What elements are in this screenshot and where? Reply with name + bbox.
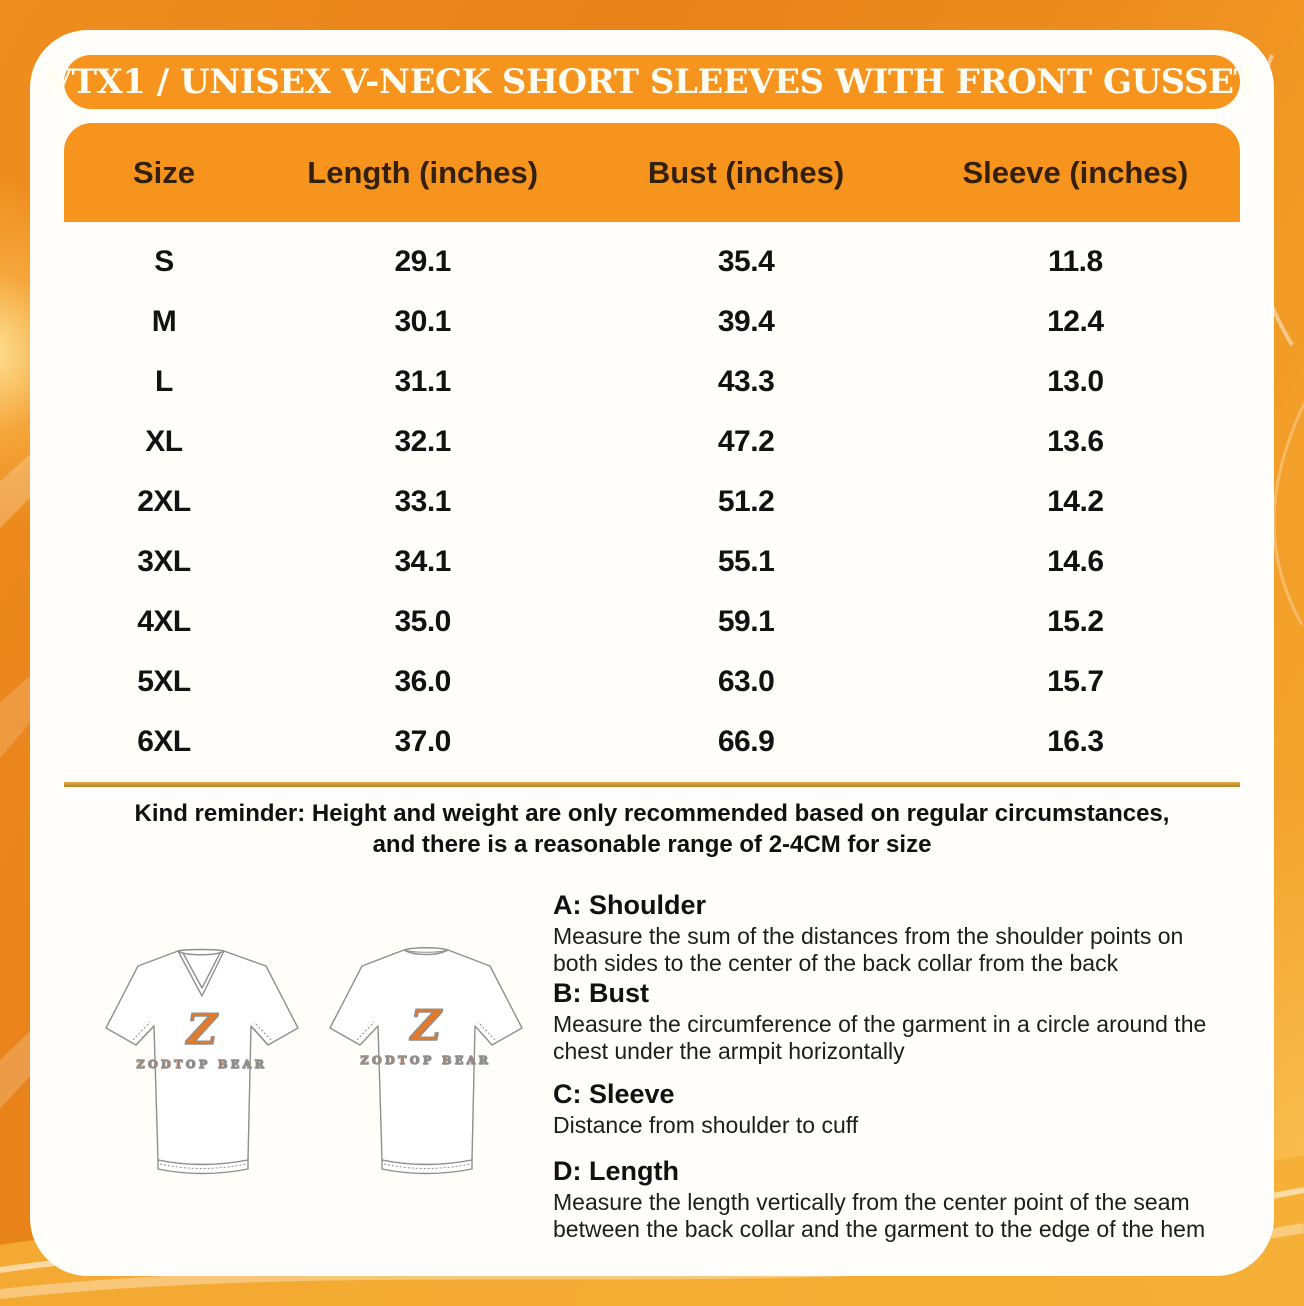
measure-label: C: Sleeve [553,1079,675,1109]
table-row [64,592,1240,652]
measure-desc: Measure the length vertically from the center point of the seam between the back collar and the garment to the edge of the hem [553,1189,1206,1242]
table-row [64,352,1240,412]
measure-desc: Measure the circumference of the garment in a circle around the chest under the armpit horizontally [553,1011,1207,1064]
measure-section-sleeve [553,1079,1253,1139]
brand-mark-back: Z [410,1001,442,1050]
size-cell: 4XL [137,605,191,638]
bust-cell: 63.0 [717,665,775,698]
size-cell: S [154,245,174,278]
sleeve-cell: 15.2 [1047,605,1104,638]
size-cell: M [151,305,177,338]
size-cell: L [155,365,173,398]
measure-label: A: Shoulder [553,890,706,920]
size-cell: 2XL [137,485,191,518]
sleeve-cell: 13.0 [1047,365,1104,398]
tshirt-back [330,948,522,1174]
length-cell: 31.1 [394,365,451,398]
measure-section-shoulder [553,890,1253,977]
sleeve-cell: 14.6 [1047,545,1104,578]
column-header-length: Length (inches) [307,154,539,190]
bust-cell: 43.3 [717,365,775,398]
bust-cell: 55.1 [717,545,775,578]
bust-cell: 59.1 [717,605,775,638]
brand-name-back: ZODTOP BEAR [360,1054,492,1067]
bust-cell: 35.4 [717,245,775,278]
column-header-sleeve: Sleeve (inches) [962,154,1189,190]
measure-desc: Distance from shoulder to cuff [553,1112,859,1138]
measure-section-bust [553,978,1253,1065]
length-cell: 29.1 [394,245,451,278]
table-row [64,532,1240,592]
table-row [64,652,1240,712]
length-cell: 32.1 [394,425,451,458]
length-cell: 36.0 [394,665,451,698]
table-body [64,232,1240,772]
length-cell: 37.0 [394,725,451,758]
measure-label: D: Length [553,1156,679,1186]
measure-section-length [553,1156,1253,1243]
size-cell: 5XL [137,665,191,698]
size-cell: 6XL [137,725,191,758]
measurement-guide [553,890,1253,1244]
kind-reminder-line2: and there is a reasonable range of 2-4CM for size [372,831,932,858]
bust-cell: 47.2 [717,425,775,458]
measure-label: B: Bust [553,978,649,1008]
tshirt-front [106,950,298,1174]
table-row [64,412,1240,472]
sleeve-cell: 11.8 [1047,245,1103,278]
brand-name-front: ZODTOP BEAR [136,1058,268,1071]
brand-mark-front: Z [186,1005,218,1054]
bust-cell: 66.9 [717,725,775,758]
bust-cell: 39.4 [717,305,775,338]
kind-reminder-line1: Kind reminder: Height and weight are only recommended based on regular circumstances, [134,800,1170,827]
length-cell: 30.1 [394,305,451,338]
sleeve-cell: 16.3 [1047,725,1104,758]
table-header [64,123,1240,222]
bust-cell: 51.2 [717,485,775,518]
table-row [64,232,1240,292]
table-row [64,292,1240,352]
tshirt-front-back-illustration [82,932,542,1184]
size-chart-card [30,30,1274,1276]
table-row [64,472,1240,532]
column-header-size: Size [132,154,195,190]
title-bar [45,55,1259,109]
page-title: VTX1 / UNISEX V-NECK SHORT SLEEVES WITH FRONT GUSSET [45,62,1259,102]
gold-divider [64,782,1240,787]
length-cell: 33.1 [394,485,451,518]
size-cell: XL [145,425,183,458]
measure-desc: Measure the sum of the distances from the shoulder points on both sides to the center of the back collar from the back [553,923,1184,976]
size-cell: 3XL [137,545,191,578]
sleeve-cell: 14.2 [1047,485,1104,518]
sleeve-cell: 12.4 [1047,305,1104,338]
kind-reminder [64,798,1240,860]
length-cell: 35.0 [394,605,451,638]
column-header-bust: Bust (inches) [647,154,845,190]
length-cell: 34.1 [394,545,451,578]
sleeve-cell: 13.6 [1047,425,1104,458]
sleeve-cell: 15.7 [1047,665,1104,698]
table-row [64,712,1240,772]
